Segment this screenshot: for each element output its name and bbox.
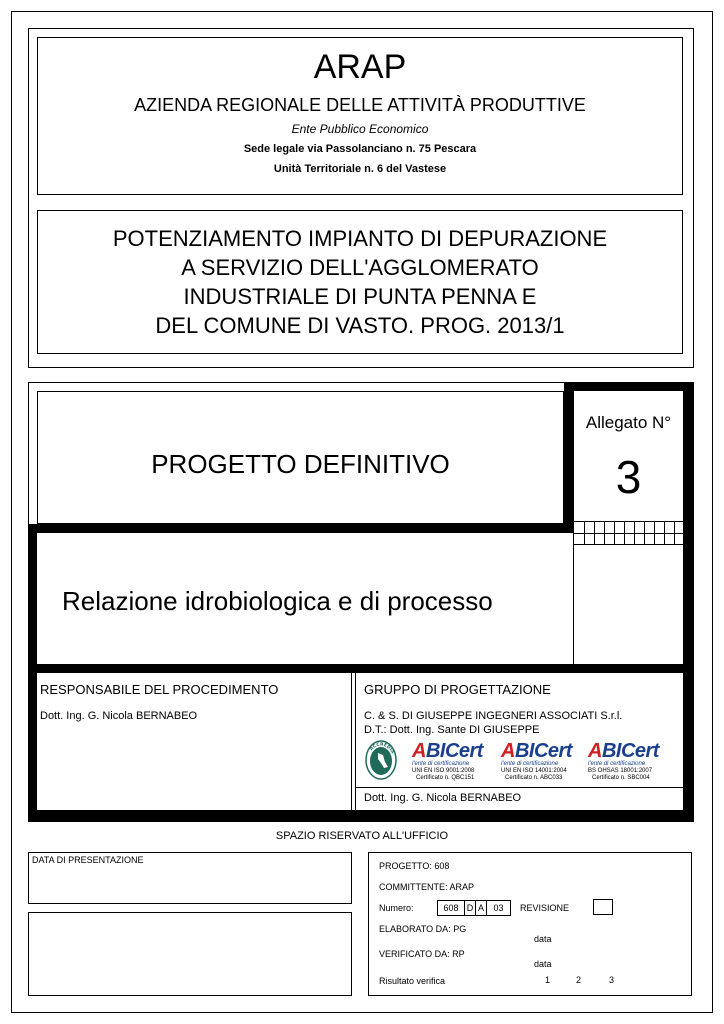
committente-field: COMMITTENTE: ARAP [379,882,475,892]
allegato-box [573,391,683,664]
numero-part-2: D [464,900,476,916]
project-title-line-1: POTENZIAMENTO IMPIANTO DI DEPURAZIONE [112,226,608,251]
gruppo-company: C. & S. DI GIUSEPPE INGEGNERI ASSOCIATI S.r.l. [364,710,623,722]
thick-bottom-divider [28,664,694,673]
cert-2-tagline: l'ente di certificazione [501,761,559,767]
gruppo-signer-divider [356,787,683,788]
cert-logo-1: ABICert l'ente di certificazione UNI EN ISO 9001:2008 Certificato n. QBC151 [412,741,498,781]
revisione-box [593,899,613,915]
phase-box [37,391,564,524]
cert-1-tagline: l'ente di certificazione [412,761,470,767]
cert-2-certificate: Certificato n. ABC033 [505,775,563,781]
cert-3-certificate: Certificato n. SBC004 [592,775,650,781]
verificato-data: data [534,959,552,969]
thick-bottom-edge [28,810,694,822]
numero-part-3: A [475,900,487,916]
data-presentazione-label: DATA DI PRESENTAZIONE [32,855,144,865]
allegato-label: Allegato N° [585,413,672,432]
project-title-line-3: INDUSTRIALE DI PUNTA PENNA E [183,284,537,309]
org-full-name: AZIENDA REGIONALE DELLE ATTIVITÀ PRODUTTIVE [134,95,586,115]
thick-divider-horizontal [28,524,573,533]
cert-1-certificate: Certificato n. QBC151 [416,775,475,781]
project-phase: PROGETTO DEFINITIVO [151,449,450,479]
allegato-grid [574,521,684,545]
gruppo-dt: D.T.: Dott. Ing. Sante DI GIUSEPPE [364,724,540,736]
cert-logo-3: ABICert l'ente di certificazione BS OHSAS 18001:2007 Certificato n. SBC004 [588,741,674,781]
allegato-number: 3 [615,451,642,503]
sede-legale: Sede legale via Passolanciano n. 75 Pescara [243,143,477,155]
project-title-box [37,210,683,354]
unita-territoriale: Unità Territoriale n. 6 del Vastese [273,163,447,175]
risultato-value-3: 3 [609,975,615,985]
thick-left-edge [28,524,37,822]
document-title: Relazione idrobiologica e di processo [62,586,493,616]
gruppo-signer: Dott. Ing. G. Nicola BERNABEO [364,792,522,804]
org-short-name: ARAP [313,48,407,86]
cert-2-standard: UNI EN ISO 14001:2004 [501,768,567,774]
elaborato-data: data [534,934,552,944]
responsabile-heading: RESPONSABILE DEL PROCEDIMENTO [40,682,279,697]
risultato-label: Risultato verifica [379,976,446,986]
gruppo-section [355,673,683,810]
risultato-value-2: 2 [576,975,582,985]
office-heading: SPAZIO RISERVATO ALL'UFFICIO [275,830,449,842]
revisione-label: REVISIONE [520,903,570,913]
numero-label: Numero: [379,903,414,913]
cert-3-tagline: l'ente di certificazione [588,761,646,767]
elaborato-field: ELABORATO DA: PG [379,924,467,934]
responsabile-name: Dott. Ing. G. Nicola BERNABEO [40,710,198,722]
thick-right-edge [683,382,694,822]
document-title-box [37,533,573,664]
accredia-logo-text: ACCREDIA [369,742,395,755]
project-title-line-2: A SERVIZIO DELL'AGGLOMERATO [181,255,539,280]
cert-1-standard: UNI EN ISO 9001:2008 [412,768,475,774]
progetto-field: PROGETTO: 608 [379,861,450,871]
data-presentazione-box [28,852,352,904]
blank-office-box [28,912,352,996]
header-box [37,37,683,195]
office-details-box [368,852,692,996]
project-title-line-4: DEL COMUNE DI VASTO. PROG. 2013/1 [155,313,565,338]
cert-logo-2: ABICert l'ente di certificazione UNI EN ISO 14001:2004 Certificato n. ABC033 [501,741,587,781]
numero-part-1: 608 [437,900,465,916]
responsabile-section [37,673,352,810]
accredia-logo [365,740,397,780]
cert-3-standard: BS OHSAS 18001:2007 [588,768,653,774]
numero-field [437,900,511,916]
gruppo-heading: GRUPPO DI PROGETTAZIONE [364,682,551,697]
thick-top-right [564,382,694,391]
thick-divider-vertical [564,382,573,532]
risultato-value-1: 1 [545,975,551,985]
numero-part-4: 03 [486,900,511,916]
verificato-field: VERIFICATO DA: RP [379,949,465,959]
ente-type: Ente Pubblico Economico [291,122,429,136]
